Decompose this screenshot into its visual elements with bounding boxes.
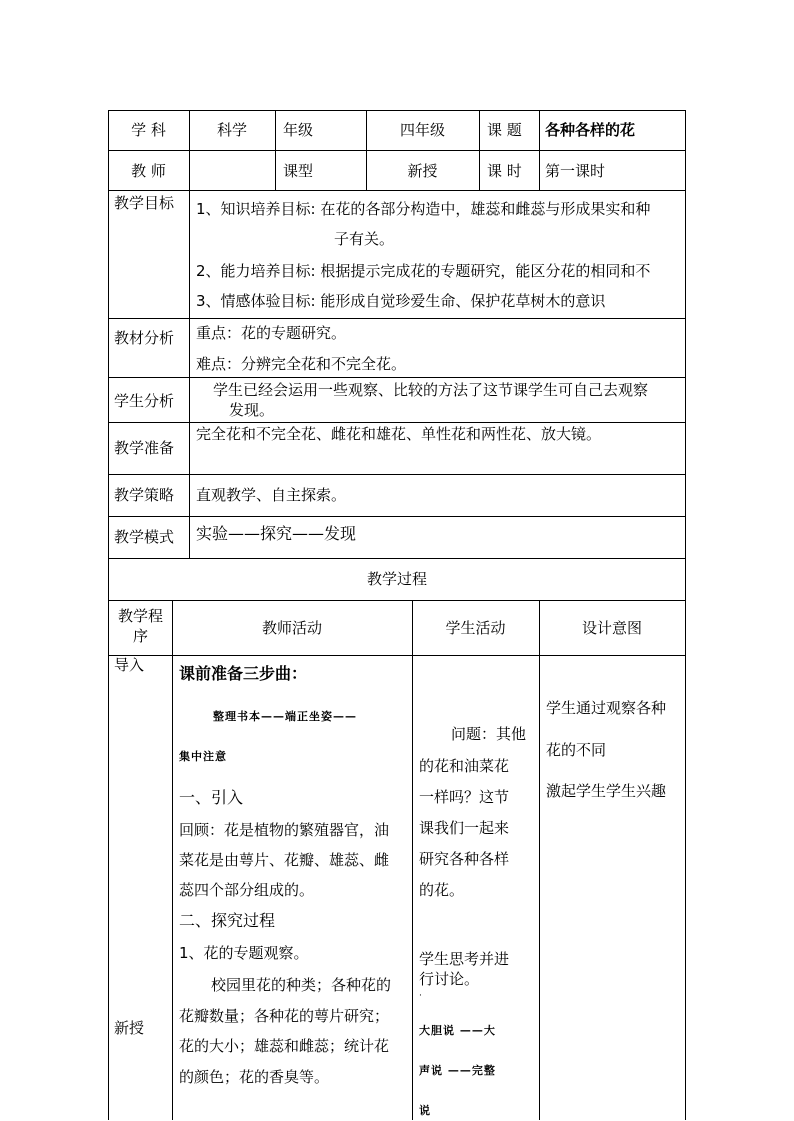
goal-emotion: 3、情感体验目标: 能形成自觉珍爱生命、保护花草树木的意识 (196, 292, 606, 310)
row-divider (108, 655, 686, 656)
table-border-right (685, 110, 686, 1120)
row-divider (108, 377, 686, 378)
student-q6: 的花。 (419, 881, 465, 899)
student-label: 学生分析 (114, 392, 175, 410)
col-header-intent: 设计意图 (581, 619, 642, 637)
table-border-top (108, 110, 686, 111)
review-line3: 蕊四个部分组成的。 (179, 881, 315, 899)
goal-knowledge: 1、知识培养目标: 在花的各部分构造中，雄蕊和雌蕊与形成果实和种 (196, 200, 651, 218)
row-divider (108, 190, 686, 191)
col-divider (479, 110, 480, 190)
type-value: 新授 (407, 162, 438, 180)
teacher-label: 教 师 (131, 162, 166, 180)
step-new: 新授 (114, 1019, 145, 1037)
student-analysis-line2: 发现。 (229, 401, 275, 419)
col-divider (189, 190, 190, 558)
type-label: 课型 (283, 162, 314, 180)
prep-text: 完全花和不完全花、雌花和雄花、单性花和两性花、放大镜。 (196, 425, 602, 443)
grade-label: 年级 (283, 121, 314, 139)
topic-value: 各种各样的花 (545, 121, 636, 139)
col-divider (172, 600, 173, 1120)
mode-text: 实验——探究——发现 (196, 524, 357, 543)
student-think1: 学生思考并进 (419, 950, 510, 968)
period-value: 第一课时 (545, 162, 606, 180)
student-q3: 一样吗？这节 (419, 788, 510, 806)
col-divider (539, 110, 540, 190)
material-focus: 重点：花的专题研究。 (196, 324, 347, 342)
intent-line2: 花的不同 (546, 741, 607, 759)
strategy-text: 直观教学、自主探索。 (196, 486, 347, 504)
explore-para1: 校园里花的种类；各种花的 (211, 976, 392, 994)
intent-line1: 学生通过观察各种 (546, 699, 667, 717)
student-analysis-line1: 学生已经会运用一些观察、比较的方法了这节课学生可自己去观察 (213, 381, 649, 399)
explore-para2: 花瓣数量；各种花的萼片研究； (179, 1007, 390, 1025)
material-label: 教材分析 (114, 329, 175, 347)
row-divider (108, 318, 686, 319)
row-divider (108, 558, 686, 559)
grade-value: 四年级 (399, 121, 445, 139)
process-title: 教学过程 (366, 570, 427, 588)
review-line1: 回顾：花是植物的繁殖器官，油 (179, 821, 390, 839)
explore-para4: 的颜色；花的香臭等。 (179, 1068, 330, 1086)
section-intro: 一、引入 (179, 788, 244, 807)
student-speak2: 声说 ——完整 (419, 1064, 496, 1077)
explore-item1: 1、花的专题观察。 (179, 944, 309, 962)
col-header-teacher: 教师活动 (261, 619, 322, 637)
row-divider (108, 150, 686, 151)
goals-label: 教学目标 (114, 194, 175, 212)
student-speak1: 大胆说 ——大 (419, 1024, 496, 1037)
period-label: 课 时 (487, 162, 522, 180)
student-q2: 的花和油菜花 (419, 757, 510, 775)
student-q1: 问题：其他 (451, 725, 527, 743)
subject-value: 科学 (216, 121, 247, 139)
row-divider (108, 516, 686, 517)
explore-para3: 花的大小；雄蕊和雌蕊；统计花 (179, 1037, 390, 1055)
teacher-heading: 课前准备三步曲： (179, 664, 308, 683)
student-dot: · (419, 991, 422, 1001)
material-difficulty: 难点：分辨完全花和不完全花。 (196, 355, 407, 373)
teacher-steps-line1: 整理书本——端正坐姿—— (213, 710, 357, 723)
goal-knowledge-cont: 子有关。 (334, 230, 395, 248)
teacher-steps-line2: 集中注意 (179, 750, 227, 763)
row-divider (108, 600, 686, 601)
topic-label: 课 题 (487, 121, 522, 139)
col-divider (412, 600, 413, 1120)
prep-label: 教学准备 (114, 439, 175, 457)
subject-label: 学 科 (131, 121, 166, 139)
intent-line3: 激起学生学生兴趣 (546, 782, 667, 800)
col-header-step: 教学程序 (117, 607, 163, 645)
goal-ability: 2、能力培养目标: 根据提示完成花的专题研究，能区分花的相同和不 (196, 262, 651, 280)
row-divider (108, 474, 686, 475)
review-line2: 菜花是由萼片、花瓣、雄蕊、雌 (179, 851, 390, 869)
col-divider (275, 110, 276, 190)
student-q4: 课我们一起来 (419, 819, 510, 837)
student-think2: 行讨论。 (419, 970, 480, 988)
student-q5: 研究各种各样 (419, 850, 510, 868)
strategy-label: 教学策略 (114, 486, 175, 504)
section-explore: 二、探究过程 (179, 911, 276, 930)
row-divider (108, 422, 686, 423)
col-header-student: 学生活动 (445, 619, 506, 637)
col-divider (539, 600, 540, 1120)
table-border-left (108, 110, 109, 1120)
student-speak3: 说 (419, 1104, 431, 1117)
step-intro: 导入 (114, 656, 145, 674)
mode-label: 教学模式 (114, 528, 175, 546)
